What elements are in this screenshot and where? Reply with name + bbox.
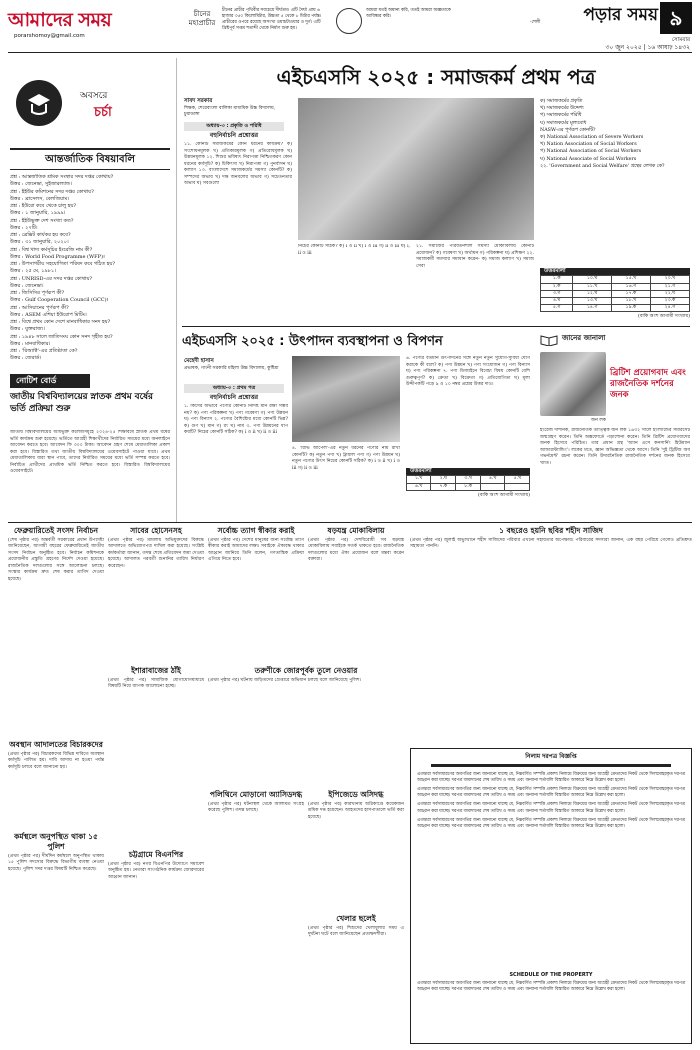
qa-line: উত্তর : জেনেভা, সুইজারল্যান্ড।: [10, 181, 72, 188]
contact-email: porarshomoy@gmail.com: [14, 33, 85, 39]
news-body: (প্রথম পৃষ্ঠার পর) ঘটনাস্থল থেকে আলামত সংগ্রহ করেছে পুলিশ। তদন্ত চলছে।: [208, 801, 304, 814]
answer-cell: ৫.গ: [541, 305, 573, 312]
answer-cell: ১২.ঘ: [573, 290, 612, 297]
news-headline: চট্টগ্রামে বিএনপির: [128, 850, 184, 859]
option-line: ঘ) National Associate of Social Workers: [540, 156, 637, 162]
bio-title: ব্রিটিশ প্রয়োগবাদ এবং রাজনৈতিক দর্শনের জনক: [610, 368, 686, 401]
answer-cell: ১৪.গ: [573, 305, 612, 312]
qa-line: প্রশ্ন : ব্রেক্সিট কার্যকর হয় কবে?: [10, 232, 71, 238]
qa-line: উত্তর : জেরার্ড।: [10, 355, 42, 362]
quote-text: আমরা যতই অমান্য করি, ততই আমরা অজ্ঞতাকে আবিষ্কার করি।: [366, 8, 451, 19]
answer-cell: ১০.ঘ: [573, 276, 612, 283]
ad-body: [411, 770, 691, 970]
answer-cell: ১৭.ক: [611, 290, 650, 297]
answer-cell: ২৪.গ: [650, 305, 689, 312]
answer-table: [540, 275, 690, 312]
answer-cell: ৮.ক: [456, 483, 481, 490]
news-body: (প্রথম পৃষ্ঠার পর) বিচারকদের বিভিন্ন দাবিতে অবস্থান কর্মসূচি পালিত হয়। দাবি আদায় না হওয়া পর্যন্ত কর্মসূচি চলবে বলে জানানো হয়।: [8, 751, 104, 770]
answer-cell: ৬.খ: [407, 483, 431, 490]
news-body: (প্রথম পৃষ্ঠার পর) ঘটনায় জড়িতদের গ্রেপ্তারে অভিযান চলছে বলে জানিয়েছে পুলিশ।: [208, 677, 362, 683]
intl-qa-list: [10, 174, 170, 370]
bio-text: ইংরেজ দার্শনিক, রাজনৈতিক তাত্ত্বিক জন লক ১৬৩২ সালে ইংল্যান্ডের সমারসেট জন্মগ্রহণ করেন। তিনি অক্সফোর্ডে পড়াশোনা করেন। তিনি ব্রিটিশ প্রয়োগবাদের জনক হিসেবে পরিচিত। তার প্রধান গ্রন্থ 'অ্যান এসে কনসার্নিং হিউম্যান আন্ডারস্ট্যান্ডিং'। লকের মতে, জ্ঞান অভিজ্ঞতা থেকে আসে। তিনি 'দুই ট্রিটিজ অব গভর্নমেন্ট' রচনা করেন। তিনি উদারনৈতিক রাজনৈতিক দর্শনের জনক হিসেবে খ্যাত।: [540, 428, 690, 466]
option-line: গ) সমাজকর্মের পরিধি: [540, 113, 582, 119]
option-line: ক) সমাজকর্মের প্রকৃতি: [540, 99, 583, 104]
second-mcq-title: বহুনির্বাচনি প্রশ্নোত্তর: [209, 394, 259, 401]
answer-row: [407, 476, 530, 483]
news-body: (প্রথম পৃষ্ঠার পর) সামাজিক যোগাযোগমাধ্যমে বিষয়টি নিয়ে ব্যাপক আলোচনা হচ্ছে।: [108, 677, 204, 690]
news-item: [308, 526, 404, 661]
news-item: [8, 526, 104, 736]
answer-cell: ৩.খ: [456, 476, 481, 483]
second-mcq-col-3: ৬. পণ্যের বর্তমান উৎপাদনের সঙ্গে নতুন নতুন সুযোগ-সুবিধা যোগ করাকে কী বলে? ক) পণ্য উন্নয়ন খ) পণ্য সংযোজন গ) পণ্য বিন্যাস ঘ) পণ্য পরিকল্পনা ৭. পণ্য ডিজাইনে বিবেচ্য বিষয় কোনটি বেশি গুরুত্বপূর্ণ? ক) ক্রেতা খ) বিক্রেতা গ) প্রতিযোগিতা ঘ) মূল্য উদ্দীপকটি পড়ে ৯ ও ১০ নম্বর প্রশ্নের উত্তর দাও।: [406, 356, 530, 388]
answer-row: [541, 290, 690, 297]
news-headline: সাবের হোসেনসহ: [130, 526, 182, 535]
option-line: ক) National Association of Severe Workers: [540, 134, 644, 140]
answer-cell: ৪.ঘ: [541, 297, 573, 304]
news-item: [108, 850, 204, 1042]
students-photo: [292, 356, 400, 442]
news-headline: ফেব্রুয়ারিতেই সংসদ নির্বাচন: [14, 526, 98, 535]
section-tag: জানের জানালা: [562, 334, 606, 342]
option-line: খ) Nation Association of Social Workers: [540, 142, 637, 148]
answer-cell: ১৩.খ: [573, 297, 612, 304]
weekday: সোমবার: [671, 37, 690, 43]
answer-cell: ১৮.খ: [611, 297, 650, 304]
answer-row: [541, 305, 690, 312]
news-item: [208, 526, 304, 661]
news-body: (প্রথম পৃষ্ঠার পর) দেশবিরোধী সব ষড়যন্ত্র মোকাবিলায় সবাইকে সতর্ক থাকতে হবে। রাজনৈতিক দলগুলোর মধ্যে ঐক্য প্রয়োজন বলে মন্তব্য করেন বক্তারা।: [308, 537, 404, 563]
emblem-icon: [336, 8, 362, 34]
second-answer-key: [406, 468, 530, 499]
second-author: মেহেদী হাসান: [184, 358, 214, 364]
auction-notice-ad: [410, 748, 692, 1044]
answer-cell: [481, 483, 505, 490]
section-title: পড়ার সময়: [583, 5, 658, 25]
news-headline: ইপিজেডে অসিদগ্ধ: [328, 790, 384, 799]
ad-body-text-4: এতদ্বারা সর্বসাধারণের অবগতির জন্য জানানো যাচ্ছে যে, নিম্নবর্ণিত সম্পত্তি প্রকাশ্য নিলামে বিক্রয়ের জন্য আগ্রহী ক্রেতাদের নিকট থেকে সিলমোহরকৃত দরপত্র আহ্বান করা যাচ্ছে। দরপত্র জমাদানের শেষ তারিখ ও সময় এবং অন্যান্য শর্তাবলি বিস্তারিত আকারে নিম্নে উল্লেখ করা হলো।: [417, 817, 685, 829]
answer-cell: ২.ঘ: [431, 476, 456, 483]
second-mcq-col-2: ৪. 'রিভি আপেল'-এর নতুন ধরনের পণ্যের নাম রাখা কোনটি? ক) নতুন পণ্য খ) ট্রায়াল পণ্য গ) পণ্য উন্নয়ন ঘ) নতুন পণ্যের উৎস নিচের কোনটি সঠিক? ক) i ও ii খ) i ও iii গ) ii ও iii: [292, 446, 400, 471]
qa-line: প্রশ্ন : ১৯৪৮ সালে জাতিসংঘ কোন সনদ গৃহীত হয়?: [10, 333, 113, 340]
notice-body: জাতীয় বিশ্ববিদ্যালয়ের অধিভুক্ত কলেজসমূহে ২০২৪-২৫ শিক্ষাবর্ষে স্নাতক প্রথম বর্ষের ভর্তি কার্যক্রম শুরু হয়েছে। ভর্তিতে আগ্রহী শিক্ষার্থীদের নির্ধারিত সময়ের মধ্যে অনলাইনে আবেদন করতে হবে। আবেদন ফি ৩০০ টাকা। আবেদন গ্রহণ শেষে মেধাতালিকা প্রকাশ করা হবে। বিস্তারিত তথ্য জাতীয় বিশ্ববিদ্যালয়ের ওয়েবসাইটে পাওয়া যাবে। প্রথম মেধাতালিকায় যারা স্থান পাবে, তাদের নির্ধারিত সময়ের মধ্যে ভর্তি সম্পন্ন করতে হবে। নির্বাচিত প্রার্থীদের প্রাথমিক ভর্তি নিশ্চিত করতে হবে। বিস্তারিত বিশ্ববিদ্যালয়ের ওয়েবসাইটে।: [10, 430, 170, 475]
schedule-title: SCHEDULE OF THE PROPERTY: [509, 972, 593, 979]
qa-line: প্রশ্ন : আন্তর্জাতিক শ্রমিক সংস্থার সদর দপ্তর কোথায়?: [10, 174, 114, 180]
qa-line: উত্তর : ৩১ জানুয়ারি, ২০২০।: [10, 239, 69, 246]
news-body: (প্রথম পৃষ্ঠার পর) কারখানায় অগ্নিকাণ্ডে কয়েকজন শ্রমিক দগ্ধ হয়েছেন। আহতদের হাসপাতালে ভর্তি করা হয়েছে।: [308, 801, 404, 820]
option-line: গ) National Association of Social Workers: [540, 149, 642, 155]
news-item: [108, 526, 204, 661]
qa-line: প্রশ্ন : UNRISD-এর সদর দপ্তর কোথায়?: [10, 275, 93, 282]
page-number: ৯: [660, 2, 692, 34]
news-item: [208, 666, 404, 786]
brand-icon: [16, 80, 62, 126]
answer-key: [540, 268, 690, 321]
news-item: [108, 666, 204, 846]
answer-row: [541, 297, 690, 304]
brand-top: অবসরে: [80, 91, 108, 101]
section-rule: [182, 326, 690, 327]
news-headline: ইশারাবাজের ঠাঁই: [131, 666, 181, 675]
brand-block: [10, 62, 170, 142]
qa-line: প্রশ্ন : উপসাগরীয় সহযোগিতা পরিষদ কবে গঠিত হয়?: [10, 261, 115, 267]
second-continued: (বাকি অংশ আগামী সংখ্যায়): [477, 492, 530, 498]
answer-cell: ৫.খ: [505, 476, 530, 483]
john-locke-portrait: [540, 352, 606, 416]
news-body: (প্রথম পৃষ্ঠার পর) নগর বিএনপির উদ্যোগে সমাবেশ অনুষ্ঠিত হয়। নেতারা সাংগঠনিক কার্যক্রম জোরদারের আহ্বান জানান।: [108, 861, 204, 880]
qa-line: উত্তর : World Food Programme (WFP)।: [10, 253, 105, 260]
news-body: (প্রথম পৃষ্ঠার পর) শিশুদের খেলাধুলার সময় এ দুর্ঘটনা ঘটে বলে জানিয়েছেন প্রত্যক্ষদর্শীরা।: [308, 925, 404, 938]
answer-cell: ৩.গ: [541, 290, 573, 297]
qa-line: উত্তর : জেনেভা।: [10, 282, 44, 289]
news-body: (প্রথম পৃষ্ঠার পর) জুলাই অভ্যুত্থানে শহীদ সাজিদের পরিবার এখনো সহায়তার অপেক্ষায়। পরিবারের সদস্যরা জানান, এক বছর পেরিয়ে গেলেও প্রতিশ্রুত সহায়তা পাননি।: [410, 537, 692, 550]
second-mcq-col-1: ১. কিসের অভাবে পণ্যের কোনটি নির্দিষ্ট মান রক্ষা সম্ভব নয়? ক) পণ্য পরিকল্পনা খ) পণ্য গবেষণা গ) পণ্য উন্নয়ন ঘ) পণ্য বিন্যাস ২. পণ্যের বৈশিষ্ট্যের মধ্যে কোনটি ভিন্ন? ক) গুণ খ) মান গ) রং ঘ) নাম ৩. পণ্য উন্নয়নের ধাপ কয়টি? নিচের কোনটি সঠিক? ক) i ও ii খ) ii ও iii: [184, 404, 288, 436]
second-answer-title: উত্তরমালা: [406, 468, 530, 475]
news-headline: পলিথিনে মোড়ানো অ্যাসিডদগ্ধ: [209, 790, 303, 799]
intl-title: আন্তর্জাতিক বিষয়াবলি: [45, 154, 135, 165]
news-item: [308, 790, 404, 910]
second-author-role: প্রভাষক, গাংনী সরকারি মহিলা উচ্চ বিদ্যালয়, কুষ্টিয়া: [184, 366, 279, 371]
answer-cell: ২১.গ: [650, 283, 689, 290]
mcq-col-1: ১১. কোনটি সমাজকর্মের কোন ধরনের কার্যক্রম? ক) সংশোধনমূলক খ) প্রতিকারমূলক গ) প্রতিরোধমূলক ঘ) উন্নয়নমূলক ১২. শিশুর ভবিষ্যৎ নিরাপত্তা নিশ্চিতকরণ কোন ধরনের কর্মসূচি? ক) চিকিৎসা খ) নিরাপত্তা গ) পুনর্বাসন ঘ) কল্যাণ ১৩. বাংলাদেশে সমাজকর্মের সমস্যা কোনটি? ক) সম্পদের অভাব খ) দক্ষ জনবলের অভাব গ) সচেতনতার অভাব ঘ) সবগুলো: [184, 142, 292, 187]
book-icon: [540, 334, 558, 346]
mcq-col-2: নিচের কোনটি সঠিক? ক) i ও ii খ) i ও iii গ) ii ও iii ঘ) i, ii ও iii: [298, 244, 410, 256]
ad-rule: [431, 764, 671, 767]
second-chapter-tag: অধ্যায়-৩ : প্রথম পত্র: [184, 384, 284, 393]
second-headline: এইচএসসি ২০২৫ : উৎপাদন ব্যবস্থাপনা ও বিপণন: [182, 334, 443, 349]
answer-cell: ৪.খ: [481, 476, 505, 483]
news-item: [208, 790, 304, 1042]
continued-note: (বাকি অংশ আগামী সংখ্যায়): [637, 314, 690, 320]
answer-cell: ১৬.গ: [611, 283, 650, 290]
fact-label: চীনের মহাপ্রাচীর: [188, 10, 216, 28]
chapter-tag: অধ্যায়-৩ : প্রকৃতি ও পরিধি: [184, 122, 284, 131]
ad-title: নিলাম দরপত্র বিজ্ঞপ্তি: [525, 753, 577, 760]
right-options: [540, 98, 690, 188]
news-headline: তরুণীকে জোরপূর্বক তুলে নেওয়ার: [254, 666, 358, 675]
news-headline: কর্মস্থলে অনুপস্থিত থাকা ১৫ পুলিশ: [14, 832, 98, 851]
date-line: ৩০ জুন ২০২৫ | ১৬ আষাঢ় ১৪৩২: [605, 44, 690, 51]
qa-line: উত্তর : Gulf Cooperation Council (GCC)।: [10, 297, 109, 304]
qa-line: প্রশ্ন : ইইউভুক্ত দেশ সংখ্যা কত?: [10, 217, 74, 224]
answer-cell: ২২.ঘ: [650, 290, 689, 297]
ad-body-text: এতদ্বারা সর্বসাধারণের অবগতির জন্য জানানো যাচ্ছে যে, নিম্নবর্ণিত সম্পত্তি প্রকাশ্য নিলামে বিক্রয়ের জন্য আগ্রহী ক্রেতাদের নিকট থেকে সিলমোহরকৃত দরপত্র আহ্বান করা যাচ্ছে। দরপত্র জমাদানের শেষ তারিখ ও সময় এবং অন্যান্য শর্তাবলি বিস্তারিত আকারে নিম্নে উল্লেখ করা হলো।: [417, 772, 685, 784]
qa-line: উত্তর : ২৫ মে, ১৯৮১।: [10, 268, 56, 275]
main-author: সাবদ সরকার: [184, 98, 213, 104]
main-author-role: শিক্ষক, শেরেবাংলা বালিকা মাধ্যমিক উচ্চ বিদ্যালয়, চুয়াডাঙ্গা: [184, 106, 276, 118]
answer-title: উত্তরমালা: [540, 268, 690, 275]
fact-text: চীনের প্রাচীর পৃথিবীর সবচেয়ে দীর্ঘতম। এটি দৈর্ঘ্য প্রায় ৬ হাজার ৩৫০ কিলোমিটার, উচ্চতা ৫ থেকে ৮ মিটার পর্যন্ত। প্রাচীরের ওপরে রয়েছে অসংখ্য ওয়াচটাওয়ার ও দুর্গ। এটি খ্রিষ্টপূর্ব সপ্তম শতাব্দী থেকে নির্মাণ শুরু হয়।: [222, 8, 322, 31]
qa-line: উত্তর : ব্রাসেলস, বেলজিয়াম।: [10, 195, 70, 202]
portrait-caption: জন লক: [591, 418, 606, 423]
qa-line: প্রশ্ন : জিসিসির পূর্ণরূপ কী?: [10, 290, 65, 296]
qa-line: উত্তর : যুক্তরাজ্য।: [10, 326, 45, 333]
answer-row: [407, 483, 530, 490]
qa-line: প্রশ্ন : বিশ্ব খাদ্য কর্মসূচির ইংরেজি নাম কী?: [10, 246, 93, 253]
qa-line: উত্তর : ASEM এশিয়া ইউরোপ মিটিং।: [10, 311, 87, 318]
news-item: [8, 740, 104, 830]
news-headline: ১ বছরেও হয়নি ছবির শহীদ সাজিদ: [499, 526, 603, 535]
notice-headline: জাতীয় বিশ্ববিদ্যালয়ের স্নাতক প্রথম বর্ষের ভর্তি প্রক্রিয়া শুরু: [10, 392, 153, 414]
news-headline: খেলার ছলেই: [336, 914, 376, 923]
qa-line: প্রশ্ন : ইউরো কবে থেকে চালু হয়?: [10, 203, 76, 209]
qa-line: উত্তর : মানবাধিকার।: [10, 340, 51, 347]
lower-rule: [8, 522, 692, 523]
answer-cell: ১.ক: [541, 276, 573, 283]
qa-line: উত্তর : ১ জানুয়ারি, ১৯৯৯।: [10, 210, 66, 217]
answer-cell: ২০.খ: [650, 276, 689, 283]
answer-cell: ১৫.খ: [611, 276, 650, 283]
qa-line: প্রশ্ন : বিশ্বে প্রথম কোন দেশে মানবাধিকার সনদ হয়?: [10, 319, 111, 325]
main-headline-bar: [182, 60, 690, 94]
option-line: ২২. 'Government and Social Welfare' গ্রন্থের লেখক কে?: [540, 163, 665, 169]
ad-schedule: এতদ্বারা সর্বসাধারণের অবগতির জন্য জানানো যাচ্ছে যে, নিম্নবর্ণিত সম্পত্তি প্রকাশ্য নিলামে বিক্রয়ের জন্য আগ্রহী ক্রেতাদের নিকট থেকে সিলমোহরকৃত দরপত্র আহ্বান করা যাচ্ছে। দরপত্র জমাদানের শেষ তারিখ ও সময় এবং অন্যান্য শর্তাবলি বিস্তারিত আকারে নিম্নে উল্লেখ করা হলো।: [417, 980, 685, 992]
news-body: (প্রথম পৃষ্ঠার পর) দেশের মানুষের জন্য সর্বোচ্চ ত্যাগ স্বীকার করাই আমাদের লক্ষ্য। সবাইকে ঐক্যবদ্ধ থাকার আহ্বান জানিয়ে তিনি বলেন, গণতান্ত্রিক প্রক্রিয়া এগিয়ে নিতে হবে।: [208, 537, 304, 563]
main-headline: এইচএসসি ২০২৫ : সমাজকর্ম প্রথম পত্র: [276, 65, 596, 89]
news-body: (প্রথম পৃষ্ঠার পর) মামলায় অভিযুক্তদের বিরুদ্ধে আদালতে অভিযোগপত্র দাখিল করা হয়েছে। সংশ্লিষ্ট কর্মকর্তারা জানান, তদন্ত শেষে প্রতিবেদন জমা দেওয়া হয়েছে। আদালত পরবর্তী শুনানির তারিখ নির্ধারণ করেছেন।: [108, 537, 204, 569]
answer-cell: ৭.ক: [431, 483, 456, 490]
news-body: (শেষ পৃষ্ঠার পর) অন্তর্বর্তী সরকারের প্রধান উপদেষ্টা জানিয়েছেন, আগামী বছরের ফেব্রুয়ারিতেই জাতীয় সংসদ নির্বাচন অনুষ্ঠিত হবে। নির্বাচন কমিশনকে প্রয়োজনীয় প্রস্তুতি গ্রহণের নির্দেশ দেওয়া হয়েছে। রাজনৈতিক দলগুলোর সঙ্গে আলোচনা চলছে। সংস্কার কার্যক্রম দ্রুত শেষ করার তাগিদ দেওয়া হয়েছে।: [8, 537, 104, 582]
answer-cell: ২.ক: [541, 283, 573, 290]
answer-row: [541, 283, 690, 290]
answer-row: [541, 276, 690, 283]
answer-cell: ১১.খ: [573, 283, 612, 290]
answer-cell: ১.খ: [407, 476, 431, 483]
ad-body-text-3: এতদ্বারা সর্বসাধারণের অবগতির জন্য জানানো যাচ্ছে যে, নিম্নবর্ণিত সম্পত্তি প্রকাশ্য নিলামে বিক্রয়ের জন্য আগ্রহী ক্রেতাদের নিকট থেকে সিলমোহরকৃত দরপত্র আহ্বান করা যাচ্ছে। দরপত্র জমাদানের শেষ তারিখ ও সময় এবং অন্যান্য শর্তাবলি বিস্তারিত আকারে নিম্নে উল্লেখ করা হলো।: [417, 802, 685, 814]
news-headline: অবস্থান আদালতের বিচারকদের: [9, 740, 103, 749]
second-headline-bar: [182, 330, 530, 354]
qa-line: প্রশ্ন : ইইউর কমিশনের সদর দপ্তর কোথায়?: [10, 188, 94, 195]
answer-cell: ২৩.ক: [650, 297, 689, 304]
qa-line: প্রশ্ন : 'রিঅ্যাক্ট'-এর প্রতিষ্ঠাতা কে?: [10, 348, 78, 354]
news-item: [410, 526, 692, 742]
ad-body-text-2: এতদ্বারা সর্বসাধারণের অবগতির জন্য জানানো যাচ্ছে যে, নিম্নবর্ণিত সম্পত্তি প্রকাশ্য নিলামে বিক্রয়ের জন্য আগ্রহী ক্রেতাদের নিকট থেকে সিলমোহরকৃত দরপত্র আহ্বান করা যাচ্ছে। দরপত্র জমাদানের শেষ তারিখ ও সময় এবং অন্যান্য শর্তাবলি বিস্তারিত আকারে নিম্নে উল্লেখ করা হলো।: [417, 787, 685, 799]
brand-bottom: চর্চা: [94, 105, 112, 120]
answer-cell: ১৯.ক: [611, 305, 650, 312]
qa-line: উত্তর : ২৭টি।: [10, 224, 38, 231]
qa-line: প্রশ্ন : আসিয়ানের পূর্ণরূপ কী?: [10, 304, 69, 311]
option-line: NASW-এর পূর্ণরূপ কোনটি?: [540, 127, 596, 133]
quote-attribution: -শেলী: [530, 20, 541, 25]
news-headline: ষড়যন্ত্র মোকাবিলায়: [327, 526, 385, 535]
news-item: [308, 914, 404, 1042]
mcq-title: বহুনির্বাচনি প্রশ্নোত্তর: [209, 132, 259, 139]
header-rule: [8, 52, 692, 53]
news-headline: সর্বোচ্চ ত্যাগ স্বীকার করাই: [217, 526, 295, 535]
intl-title-bar: [10, 148, 170, 170]
answer-cell: [505, 483, 530, 490]
option-line: ঘ) সমাজকর্মের মূল্যবোধ: [540, 120, 587, 126]
second-answer-table: [406, 475, 530, 490]
news-body: (প্রথম পৃষ্ঠার পর) দীর্ঘদিন কর্মস্থলে অনুপস্থিত থাকায় ১৫ পুলিশ সদস্যের বিরুদ্ধে বিভাগীয় ব্যবস্থা নেওয়া হয়েছে। পুলিশ সদর দপ্তর বিষয়টি নিশ্চিত করেছে।: [8, 853, 104, 872]
column-divider: [176, 58, 177, 523]
mcq-col-3: ২১. সমাজের পরিবর্তনশীল সমস্যা মোকাবিলায় কোনটি প্রয়োজন? ক) গবেষণা খ) অর্থায়ন গ) পরিকল্পনা ঘ) প্রশিক্ষণ ২২. সমাজকর্মী সমস্যার সমাধান করেন- ক) সমাজ কল্যাণ খ) সমাজ সেবা: [416, 244, 534, 269]
notice-title: নোটিশ বোর্ড: [16, 376, 57, 385]
newspaper-logo: আমাদের সময়: [8, 9, 112, 31]
exam-hall-photo: [298, 98, 534, 240]
news-item: [8, 832, 104, 1042]
notice-tag: [10, 374, 90, 388]
option-line: খ) সমাজকর্মের উদ্দেশ্য: [540, 106, 584, 112]
